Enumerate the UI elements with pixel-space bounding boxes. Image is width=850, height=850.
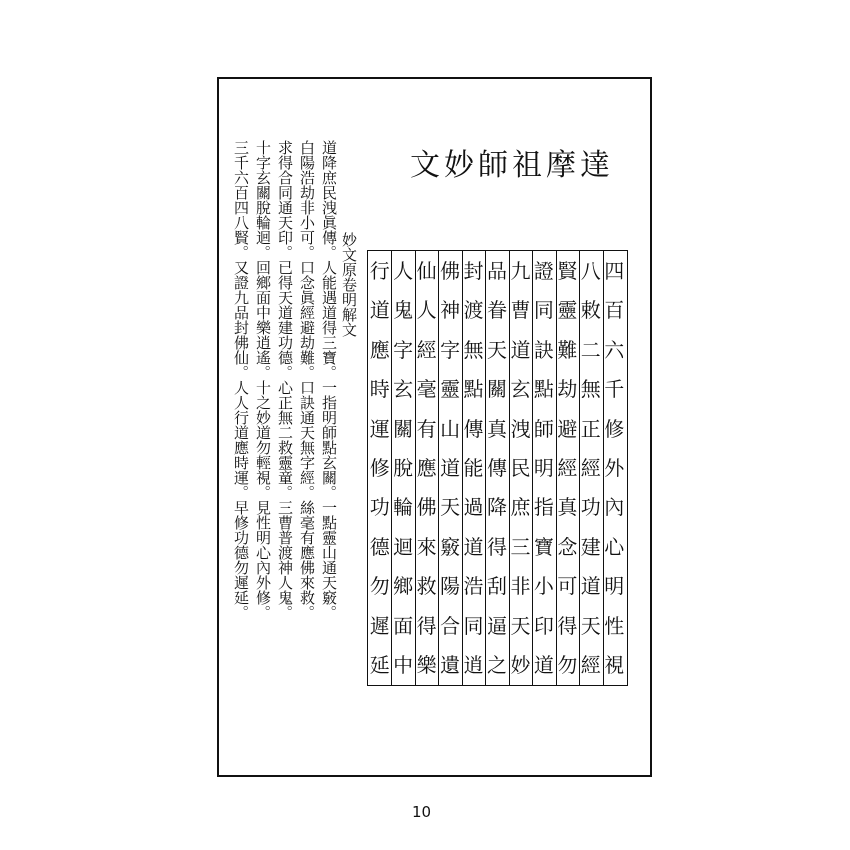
grid-char: 輪 bbox=[393, 495, 414, 520]
grid-column bbox=[579, 251, 602, 685]
grid-char: 靈 bbox=[557, 298, 578, 323]
grid-char: 有 bbox=[416, 416, 437, 441]
grid-char: 合 bbox=[440, 613, 461, 638]
grid-char: 之 bbox=[486, 653, 507, 678]
grid-char: 過 bbox=[463, 495, 484, 520]
grid-char: 經 bbox=[580, 455, 601, 480]
grid-char: 人 bbox=[393, 258, 414, 283]
grid-char: 八 bbox=[580, 258, 601, 283]
grid-char: 經 bbox=[557, 455, 578, 480]
grid-divider bbox=[603, 251, 604, 685]
grid-char: 千 bbox=[604, 377, 625, 402]
grid-char: 可 bbox=[557, 574, 578, 599]
grid-char: 人 bbox=[416, 298, 437, 323]
grid-char: 關 bbox=[486, 377, 507, 402]
grid-char: 玄 bbox=[510, 377, 531, 402]
grid-char: 逍 bbox=[463, 653, 484, 678]
grid-char: 德 bbox=[369, 534, 390, 559]
grid-char: 山 bbox=[440, 416, 461, 441]
grid-char: 應 bbox=[369, 337, 390, 362]
grid-char: 道 bbox=[463, 534, 484, 559]
grid-char: 刮 bbox=[486, 574, 507, 599]
grid-char: 鬼 bbox=[393, 298, 414, 323]
grid-char: 點 bbox=[533, 377, 554, 402]
grid-char: 眷 bbox=[486, 298, 507, 323]
grid-char: 應 bbox=[416, 455, 437, 480]
grid-column bbox=[556, 251, 579, 685]
grid-char: 明 bbox=[604, 574, 625, 599]
grid-char: 延 bbox=[369, 653, 390, 678]
grid-char: 視 bbox=[604, 653, 625, 678]
grid-divider bbox=[579, 251, 580, 685]
grid-char: 同 bbox=[533, 298, 554, 323]
page-title: 文妙師祖摩達 bbox=[410, 148, 614, 183]
grid-char: 內 bbox=[604, 495, 625, 520]
grid-divider bbox=[485, 251, 486, 685]
grid-char: 妙 bbox=[510, 653, 531, 678]
calligraphy-grid bbox=[367, 250, 628, 686]
grid-char: 劫 bbox=[557, 377, 578, 402]
grid-column bbox=[532, 251, 555, 685]
grid-char: 關 bbox=[393, 416, 414, 441]
grid-char: 修 bbox=[604, 416, 625, 441]
grid-char: 遲 bbox=[369, 613, 390, 638]
grid-char: 性 bbox=[604, 613, 625, 638]
grid-column bbox=[462, 251, 485, 685]
grid-char: 時 bbox=[369, 377, 390, 402]
grid-char: 民 bbox=[510, 455, 531, 480]
grid-char: 道 bbox=[369, 298, 390, 323]
grid-char: 敕 bbox=[580, 298, 601, 323]
grid-column bbox=[415, 251, 438, 685]
grid-char: 訣 bbox=[533, 337, 554, 362]
grid-char: 道 bbox=[580, 574, 601, 599]
grid-char: 真 bbox=[557, 495, 578, 520]
grid-char: 佛 bbox=[440, 258, 461, 283]
grid-char: 九 bbox=[510, 258, 531, 283]
grid-char: 道 bbox=[533, 653, 554, 678]
grid-char: 難 bbox=[557, 337, 578, 362]
commentary-line: 三千六百四八賢。又證九品封佛仙。人人行道應時運。早修功德勿遲延。 bbox=[232, 140, 250, 620]
grid-char: 四 bbox=[604, 258, 625, 283]
grid-char: 經 bbox=[580, 653, 601, 678]
grid-char: 迴 bbox=[393, 534, 414, 559]
grid-char: 二 bbox=[580, 337, 601, 362]
commentary-line: 十字玄關脫輪迴。回鄉面中樂逍遙。十之妙道勿輕視。見性明心內外修。 bbox=[254, 140, 272, 620]
grid-char: 非 bbox=[510, 574, 531, 599]
grid-divider bbox=[438, 251, 439, 685]
grid-char: 來 bbox=[416, 534, 437, 559]
grid-char: 降 bbox=[486, 495, 507, 520]
grid-char: 印 bbox=[533, 613, 554, 638]
commentary-line: 白陽浩劫非小可。口念眞經避劫難。口訣通天無字經。絲毫有應佛來救。 bbox=[298, 140, 316, 620]
grid-char: 天 bbox=[486, 337, 507, 362]
grid-char: 救 bbox=[416, 574, 437, 599]
grid-divider bbox=[462, 251, 463, 685]
grid-column bbox=[603, 251, 626, 685]
grid-char: 渡 bbox=[463, 298, 484, 323]
grid-char: 六 bbox=[604, 337, 625, 362]
grid-char: 無 bbox=[580, 377, 601, 402]
grid-char: 天 bbox=[580, 613, 601, 638]
grid-column bbox=[485, 251, 508, 685]
grid-char: 功 bbox=[369, 495, 390, 520]
grid-char: 勿 bbox=[557, 653, 578, 678]
grid-char: 點 bbox=[463, 377, 484, 402]
grid-char: 建 bbox=[580, 534, 601, 559]
grid-char: 傳 bbox=[463, 416, 484, 441]
grid-char: 靈 bbox=[440, 377, 461, 402]
grid-char: 無 bbox=[463, 337, 484, 362]
grid-char: 功 bbox=[580, 495, 601, 520]
grid-char: 小 bbox=[533, 574, 554, 599]
grid-char: 正 bbox=[580, 416, 601, 441]
grid-char: 毫 bbox=[416, 377, 437, 402]
grid-char: 三 bbox=[510, 534, 531, 559]
grid-char: 品 bbox=[486, 258, 507, 283]
grid-char: 仙 bbox=[416, 258, 437, 283]
grid-char: 曹 bbox=[510, 298, 531, 323]
grid-char: 得 bbox=[416, 613, 437, 638]
grid-char: 經 bbox=[416, 337, 437, 362]
grid-char: 洩 bbox=[510, 416, 531, 441]
grid-char: 鄉 bbox=[393, 574, 414, 599]
grid-char: 避 bbox=[557, 416, 578, 441]
grid-char: 天 bbox=[440, 495, 461, 520]
grid-divider bbox=[509, 251, 510, 685]
grid-char: 傳 bbox=[486, 455, 507, 480]
grid-char: 庶 bbox=[510, 495, 531, 520]
grid-char: 陽 bbox=[440, 574, 461, 599]
grid-char: 天 bbox=[510, 613, 531, 638]
page-number: 10 bbox=[412, 803, 432, 821]
grid-char: 中 bbox=[393, 653, 414, 678]
grid-char: 得 bbox=[486, 534, 507, 559]
commentary-line: 求得合同通天印。已得天道建功德。心正無二救靈童。三曹普渡神人鬼。 bbox=[276, 140, 294, 620]
grid-column bbox=[368, 251, 391, 685]
grid-char: 道 bbox=[440, 455, 461, 480]
grid-char: 運 bbox=[369, 416, 390, 441]
grid-column bbox=[391, 251, 414, 685]
grid-char: 念 bbox=[557, 534, 578, 559]
grid-char: 得 bbox=[557, 613, 578, 638]
grid-char: 字 bbox=[440, 337, 461, 362]
grid-divider bbox=[391, 251, 392, 685]
grid-char: 封 bbox=[463, 258, 484, 283]
grid-char: 浩 bbox=[463, 574, 484, 599]
grid-char: 百 bbox=[604, 298, 625, 323]
grid-char: 遺 bbox=[440, 653, 461, 678]
grid-char: 指 bbox=[533, 495, 554, 520]
grid-column bbox=[438, 251, 461, 685]
grid-char: 神 bbox=[440, 298, 461, 323]
grid-char: 字 bbox=[393, 337, 414, 362]
grid-divider bbox=[556, 251, 557, 685]
grid-char: 脫 bbox=[393, 455, 414, 480]
grid-char: 道 bbox=[510, 337, 531, 362]
grid-divider bbox=[532, 251, 533, 685]
grid-char: 勿 bbox=[369, 574, 390, 599]
grid-char: 明 bbox=[533, 455, 554, 480]
grid-char: 佛 bbox=[416, 495, 437, 520]
grid-divider bbox=[415, 251, 416, 685]
grid-char: 外 bbox=[604, 455, 625, 480]
grid-column bbox=[509, 251, 532, 685]
grid-char: 賢 bbox=[557, 258, 578, 283]
grid-char: 心 bbox=[604, 534, 625, 559]
grid-char: 行 bbox=[369, 258, 390, 283]
grid-char: 樂 bbox=[416, 653, 437, 678]
grid-char: 證 bbox=[533, 258, 554, 283]
grid-char: 能 bbox=[463, 455, 484, 480]
grid-char: 修 bbox=[369, 455, 390, 480]
commentary-line: 道降庶民洩眞傳。人能遇道得三寶。一指明師點玄關。一點靈山通天竅。 bbox=[320, 140, 338, 620]
commentary-heading: 妙文原卷明解文 bbox=[340, 232, 358, 337]
grid-char: 真 bbox=[486, 416, 507, 441]
grid-char: 同 bbox=[463, 613, 484, 638]
grid-char: 師 bbox=[533, 416, 554, 441]
grid-char: 逼 bbox=[486, 613, 507, 638]
grid-char: 寶 bbox=[533, 534, 554, 559]
grid-char: 玄 bbox=[393, 377, 414, 402]
grid-char: 竅 bbox=[440, 534, 461, 559]
grid-char: 面 bbox=[393, 613, 414, 638]
